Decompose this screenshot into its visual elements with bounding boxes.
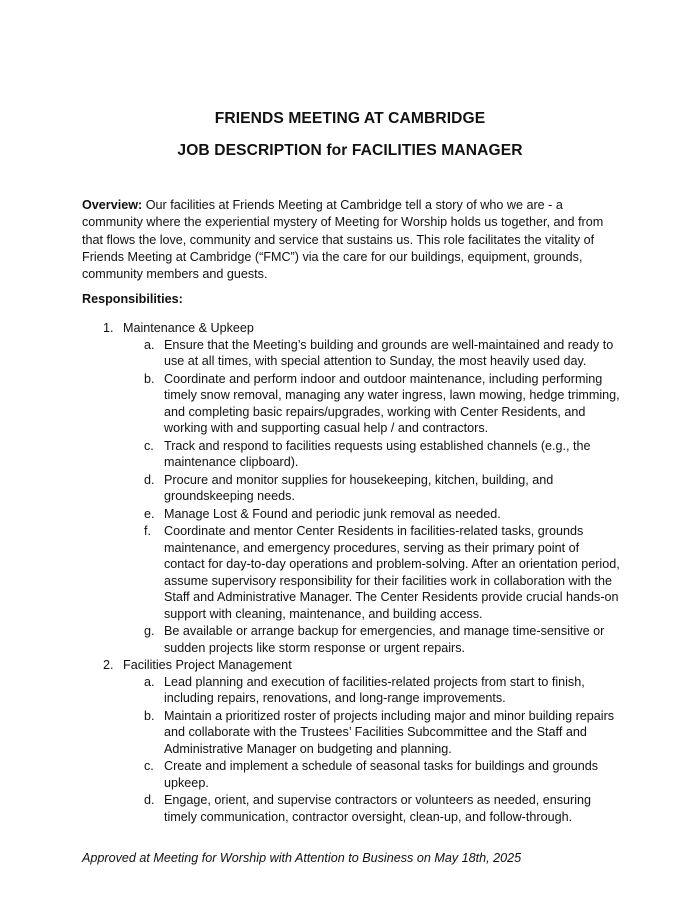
list-item xyxy=(82,792,622,825)
item-letter: b. xyxy=(144,708,155,723)
item-letter: e. xyxy=(144,506,155,521)
item-letter: a. xyxy=(144,337,155,352)
item-letter: d. xyxy=(144,472,155,487)
list-item xyxy=(82,623,622,656)
approval-footer: Approved at Meeting for Worship with Attention to Business on May 18th, 2025 xyxy=(82,851,522,865)
item-text: Track and respond to facilities requests using established channels (e.g., the maintenance clipboard). xyxy=(164,438,591,469)
list-item xyxy=(82,523,622,622)
responsibilities-heading: Responsibilities: xyxy=(82,292,183,306)
item-text: Maintain a prioritized roster of projects including major and minor building repairs and collaborate with the Trustees’ Facilities Subcommittee and the Staff and Administrative Manager on budgeting and planning. xyxy=(164,708,615,756)
overview-text: Our facilities at Friends Meeting at Cambridge tell a story of who we are - a community where the experiential mystery of Meeting for Worship holds us together, and from that flows the love, community and service that sustains us. This role facilitates the vitality of Friends Meeting at Cambridge (“FMC”) via the care for our buildings, equipment, grounds, community members and guests. xyxy=(82,198,604,282)
overview-label: Overview: xyxy=(82,198,143,212)
item-text: Coordinate and perform indoor and outdoor maintenance, including performing timely snow removal, managing any water ingress, lawn mowing, hedge trimming, and completing basic repairs/upgrades, working with Center Residents, and working with and supporting casual help / and contractors. xyxy=(164,371,620,435)
item-text: Create and implement a schedule of seasonal tasks for buildings and grounds upkeep. xyxy=(164,759,599,790)
item-text: Manage Lost & Found and periodic junk removal as needed. xyxy=(164,506,501,521)
list-item xyxy=(82,337,622,370)
section-maintenance xyxy=(82,320,622,656)
list-item xyxy=(82,472,622,505)
item-text: Ensure that the Meeting’s building and grounds are well-maintained and ready to use at all times, with special attention to Sunday, the most heavily used day. xyxy=(164,337,614,368)
item-text: Engage, orient, and supervise contractors or volunteers as needed, ensuring timely communication, contractor oversight, clean-up, and follow-through. xyxy=(164,793,592,824)
section-items xyxy=(82,674,622,826)
section-number: 1. xyxy=(103,321,114,335)
item-letter: b. xyxy=(144,371,155,386)
list-item xyxy=(82,674,622,707)
item-letter: g. xyxy=(144,624,155,638)
responsibilities-list xyxy=(82,320,622,826)
list-item xyxy=(82,438,622,471)
list-item xyxy=(82,371,622,437)
item-text: Lead planning and execution of facilities-related projects from start to finish, including repairs, renovations, and long-range improvements. xyxy=(164,674,585,705)
organization-title: FRIENDS MEETING AT CAMBRIDGE xyxy=(214,110,486,127)
section-title: Facilities Project Management xyxy=(123,658,292,672)
document-title: JOB DESCRIPTION for FACILITIES MANAGER xyxy=(177,142,523,159)
item-letter: d. xyxy=(144,793,155,807)
item-text: Be available or arrange backup for emergencies, and manage time-sensitive or sudden projects like storm response or urgent repairs. xyxy=(164,624,605,655)
item-letter: c. xyxy=(144,759,154,773)
list-item xyxy=(82,506,622,523)
item-text: Procure and monitor supplies for housekeeping, kitchen, building, and groundskeeping needs. xyxy=(164,472,554,503)
item-letter: a. xyxy=(144,674,155,689)
list-item xyxy=(82,708,622,758)
overview-paragraph xyxy=(82,197,618,283)
section-number: 2. xyxy=(103,658,114,672)
item-letter: f. xyxy=(144,524,151,538)
section-title: Maintenance & Upkeep xyxy=(123,321,254,335)
list-item xyxy=(82,758,622,791)
item-letter: c. xyxy=(144,438,154,453)
section-project-management xyxy=(82,657,622,825)
section-items xyxy=(82,337,622,657)
item-text: Coordinate and mentor Center Residents in facilities-related tasks, grounds maintenance, and emergency procedures, serving as their primary point of contact for day-to-day operations and problem-solving. After an orientation period, assume supervisory responsibility for their facilities work in collaboration with the Staff and Administrative Manager. The Center Residents provide crucial hands-on support with cleaning, maintenance, and building access. xyxy=(164,524,620,621)
